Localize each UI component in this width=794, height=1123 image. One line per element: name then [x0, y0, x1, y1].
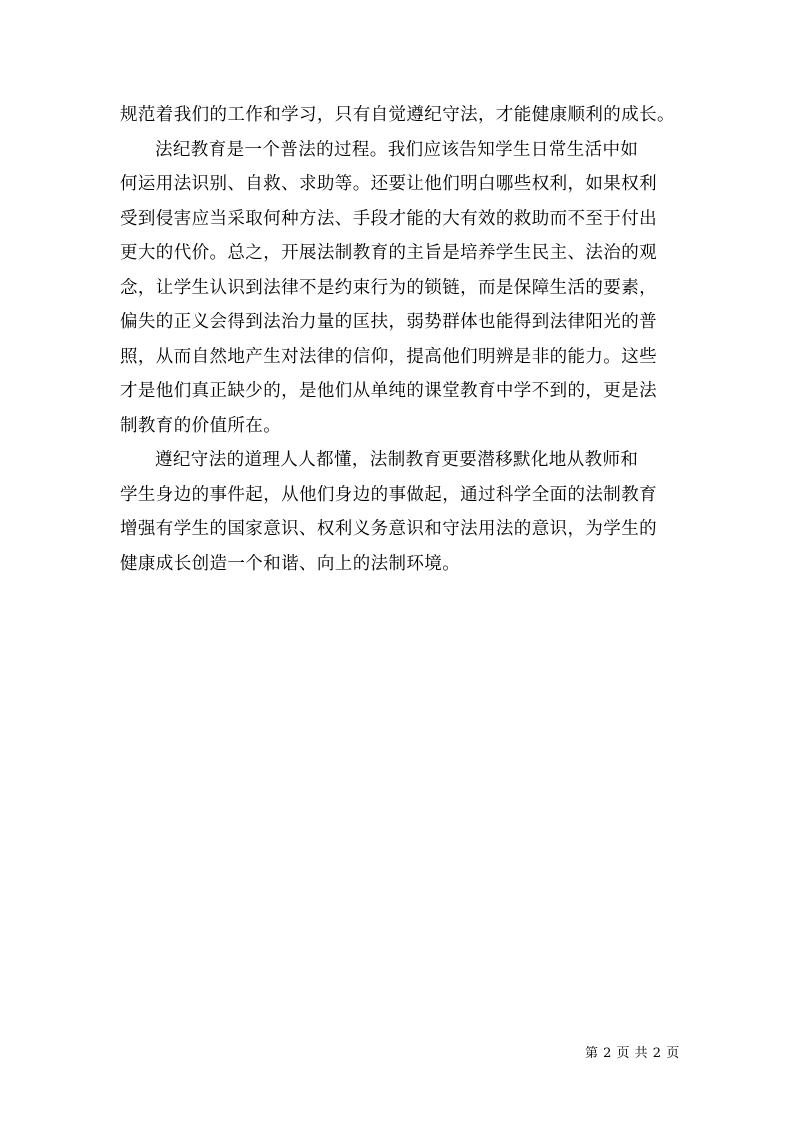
text-line: 规范着我们的工作和学习，只有自觉遵纪守法，才能健康顺利的成长。 — [120, 105, 675, 125]
text-line: 才是他们真正缺少的，是他们从单纯的课堂教育中学不到的，更是法 — [120, 381, 657, 401]
text-line: 偏失的正义会得到法治力量的匡扶，弱势群体也能得到法律阳光的普 — [120, 312, 657, 332]
document-body — [120, 98, 680, 581]
paragraph-1 — [120, 98, 680, 133]
page-number: 第 2 页 共 2 页 — [585, 1046, 680, 1061]
text-line: 法纪教育是一个普法的过程。我们应该告知学生日常生活中如 — [155, 139, 639, 160]
paragraph-2 — [120, 133, 680, 444]
text-line: 更大的代价。总之，开展法制教育的主旨是培养学生民主、法治的观 — [120, 243, 657, 263]
text-line: 念，让学生认识到法律不是约束行为的锁链，而是保障生活的要素， — [120, 277, 657, 298]
text-line: 增强有学生的国家意识、权利义务意识和守法用法的意识，为学生的 — [120, 519, 657, 539]
text-line: 制教育的价值所在。 — [120, 415, 282, 436]
text-line: 照，从而自然地产生对法律的信仰，提高他们明辨是非的能力。这些 — [120, 346, 657, 367]
text-line: 学生身边的事件起，从他们身边的事做起，通过科学全面的法制教育 — [120, 484, 657, 505]
text-line: 受到侵害应当采取何种方法、手段才能的大有效的救助而不至于付出 — [120, 208, 657, 229]
text-line: 遵纪守法的道理人人都懂，法制教育更要潜移默化地从教师和 — [155, 450, 639, 470]
paragraph-3 — [120, 443, 680, 581]
text-line: 何运用法识别、自救、求助等。还要让他们明白哪些权利，如果权利 — [120, 174, 657, 194]
text-line: 健康成长创造一个和谐、向上的法制环境。 — [120, 553, 461, 574]
